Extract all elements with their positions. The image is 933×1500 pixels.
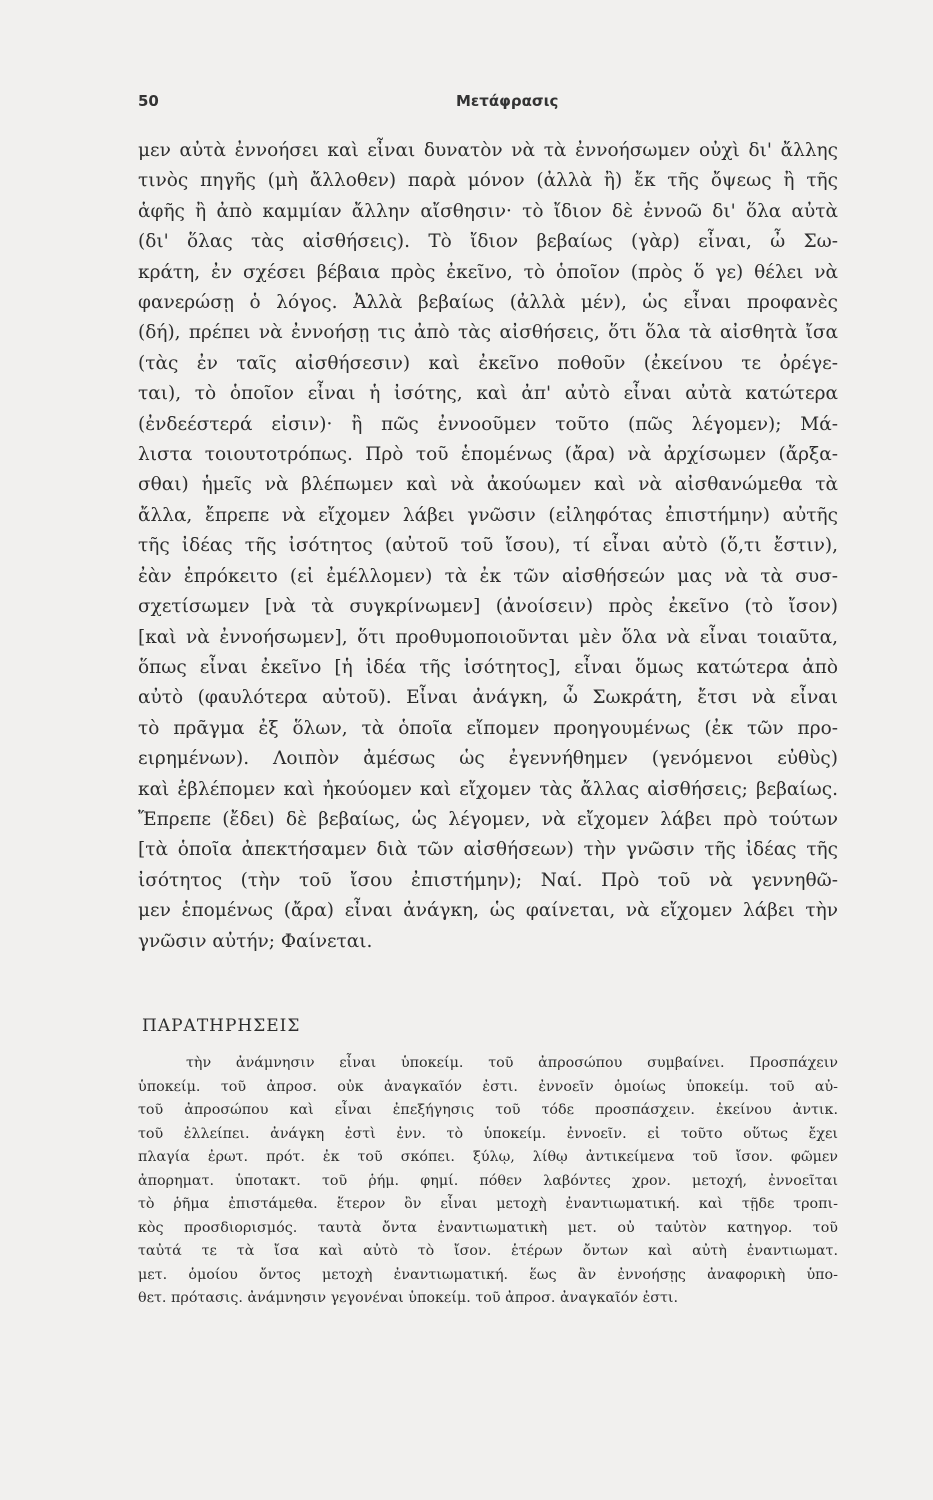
- page-header: [138, 92, 838, 116]
- note-line: πλαγία ἐρωτ. πρότ. ἐκ τοῦ σκόπει. ξύλῳ, λίθῳ ἀντικείμενα τοῦ ἴσον. φῶμεν: [138, 1149, 838, 1165]
- text-line: ἰσότητος (τὴν τοῦ ἴσου ἐπιστήμην); Ναί. Πρὸ τοῦ νὰ γεννηθῶ-: [138, 869, 838, 891]
- text-line: μεν ἑπομένως (ἄρα) εἶναι ἀνάγκη, ὡς φαίνεται, νὰ εἴχομεν λάβει τὴν: [138, 900, 838, 922]
- text-line: ὅπως εἶναι ἐκεῖνο [ἡ ἰδέα τῆς ἰσότητος], εἶναι ὅμως κατώτερα ἀπὸ: [138, 656, 838, 678]
- text-line: [καὶ νὰ ἐννοήσωμεν], ὅτι προθυμοποιοῦνται μὲν ὅλα νὰ εἶναι τοιαῦτα,: [138, 626, 838, 648]
- text-line: Ἔπρεπε (ἔδει) δὲ βεβαίως, ὡς λέγομεν, νὰ εἴχομεν λάβει πρὸ τούτων: [138, 808, 838, 830]
- page-number: 50: [138, 92, 159, 110]
- note-line: τοῦ ἀπροσώπου καὶ εἶναι ἐπεξήγησις τοῦ τόδε προσπάσχειν. ἐκείνου ἀντικ.: [138, 1102, 838, 1118]
- note-line: ταὐτά τε τὰ ἴσα καὶ αὐτὸ τὸ ἴσον. ἑτέρων ὄντων καὶ αὐτὴ ἐναντιωματ.: [138, 1243, 838, 1259]
- text-line: ται), τὸ ὁποῖον εἶναι ἡ ἰσότης, καὶ ἀπ' αὐτὸ εἶναι αὐτὰ κατώτερα: [138, 383, 838, 405]
- text-line: τῆς ἰδέας τῆς ἰσότητος (αὐτοῦ τοῦ ἴσου), τί εἶναι αὐτὸ (ὅ,τι ἔστιν),: [138, 535, 838, 557]
- note-line: κὸς προσδιορισμός. ταυτὰ ὄντα ἐναντιωματικὴ μετ. οὐ ταὐτὸν κατηγορ. τοῦ: [138, 1219, 838, 1236]
- text-line: γνῶσιν αὐτήν; Φαίνεται.: [138, 930, 373, 952]
- text-line: φανερώσῃ ὁ λόγος. Ἀλλὰ βεβαίως (ἀλλὰ μέν), ὡς εἶναι προφανὲς: [138, 292, 838, 314]
- text-line: (τὰς ἐν ταῖς αἰσθήσεσιν) καὶ ἐκεῖνο ποθοῦν (ἐκείνου τε ὀρέγε-: [138, 352, 838, 374]
- note-line: τοῦ ἐλλείπει. ἀνάγκη ἐστὶ ἐνν. τὸ ὑποκείμ. ἐννοεῖν. εἰ τοῦτο οὕτως ἔχει: [138, 1125, 838, 1142]
- text-line: ἁφῆς ἢ ἀπὸ καμμίαν ἄλλην αἴσθησιν· τὸ ἴδιον δὲ ἐννοῶ δι' ὅλα αὐτὰ: [138, 200, 838, 222]
- running-title: Μετάφρασις: [456, 92, 559, 110]
- main-translation-text: [138, 136, 838, 957]
- text-line: ἄλλα, ἔπρεπε νὰ εἴχομεν λάβει γνῶσιν (εἰληφότας ἐπιστήμην) αὐτῆς: [138, 504, 838, 526]
- text-line: αὐτὸ (φαυλότερα αὐτοῦ). Εἶναι ἀνάγκη, ὦ Σωκράτη, ἔτσι νὰ εἶναι: [138, 687, 838, 709]
- notes-text: [138, 1052, 838, 1311]
- text-line: σθαι) ἡμεῖς νὰ βλέπωμεν καὶ νὰ ἀκούωμεν καὶ νὰ αἰσθανώμεθα τὰ: [138, 474, 838, 496]
- text-line: σχετίσωμεν [νὰ τὰ συγκρίνωμεν] (ἀνοίσειν) πρὸς ἐκεῖνο (τὸ ἴσον): [138, 596, 838, 618]
- text-line: τὸ πρᾶγμα ἐξ ὅλων, τὰ ὁποῖα εἴπομεν προηγουμένως (ἐκ τῶν προ-: [138, 717, 838, 739]
- notes-heading: ΠΑΡΑΤΗΡΗΣΕΙΣ: [142, 1016, 301, 1036]
- text-line: (ἐνδεέστερά εἰσιν)· ἢ πῶς ἐννοοῦμεν τοῦτο (πῶς λέγομεν); Μά-: [138, 413, 838, 435]
- note-line: ἀπορηματ. ὑποτακτ. τοῦ ῥήμ. φημί. πόθεν λαβόντες χρον. μετοχή, ἐννοεῖται: [138, 1172, 838, 1189]
- note-line: τὴν ἀνάμνησιν εἶναι ὑποκείμ. τοῦ ἀπροσώπου συμβαίνει. Προσπάχειν: [186, 1055, 838, 1071]
- text-line: καὶ ἐβλέπομεν καὶ ἠκούομεν καὶ εἴχομεν τὰς ἄλλας αἰσθήσεις; βεβαίως.: [138, 778, 838, 800]
- note-line: τὸ ῥῆμα ἐπιστάμεθα. ἕτερον ὂν εἶναι μετοχὴ ἐναντιωματική. καὶ τῇδε τροπι-: [138, 1196, 838, 1212]
- text-line: κράτη, ἐν σχέσει βέβαια πρὸς ἐκεῖνο, τὸ ὁποῖον (πρὸς ὅ γε) θέλει νὰ: [138, 261, 838, 283]
- text-line: (δι' ὅλας τὰς αἰσθήσεις). Τὸ ἴδιον βεβαίως (γὰρ) εἶναι, ὦ Σω-: [138, 231, 838, 253]
- text-line: λιστα τοιουτοτρόπως. Πρὸ τοῦ ἑπομένως (ἄρα) νὰ ἀρχίσωμεν (ἄρξα-: [138, 444, 838, 466]
- text-line: (δή), πρέπει νὰ ἐννοήσῃ τις ἀπὸ τὰς αἰσθήσεις, ὅτι ὅλα τὰ αἰσθητὰ ἴσα: [138, 322, 838, 344]
- note-line: θετ. πρότασις. ἀνάμνησιν γεγονέναι ὑποκείμ. τοῦ ἀπροσ. ἀναγκαῖόν ἐστι.: [138, 1290, 679, 1306]
- text-line: τινὸς πηγῆς (μὴ ἄλλοθεν) παρὰ μόνον (ἀλλὰ ἢ) ἔκ τῆς ὄψεως ἢ τῆς: [138, 170, 838, 192]
- text-line: ἐὰν ἐπρόκειτο (εἰ ἐμέλλομεν) τὰ ἐκ τῶν αἰσθήσεών μας νὰ τὰ συσ-: [138, 565, 838, 587]
- note-line: μετ. ὁμοίου ὄντος μετοχὴ ἐναντιωματική. ἕως ἂν ἐννοήσῃς ἀναφορικὴ ὑπο-: [138, 1266, 838, 1283]
- text-line: μεν αὐτὰ ἐννοήσει καὶ εἶναι δυνατὸν νὰ τὰ ἐννοήσωμεν οὐχὶ δι' ἄλλης: [138, 140, 838, 161]
- text-line: [τὰ ὁποῖα ἀπεκτήσαμεν διὰ τῶν αἰσθήσεων) τὴν γνῶσιν τῆς ἰδέας τῆς: [138, 839, 838, 861]
- text-line: ειρημένων). Λοιπὸν ἀμέσως ὡς ἐγεννήθημεν (γενόμενοι εὐθὺς): [138, 748, 838, 770]
- note-line: ὑποκείμ. τοῦ ἀπροσ. οὐκ ἀναγκαῖόν ἐστι. ἐννοεῖν ὁμοίως ὑποκείμ. τοῦ αὐ-: [138, 1078, 838, 1095]
